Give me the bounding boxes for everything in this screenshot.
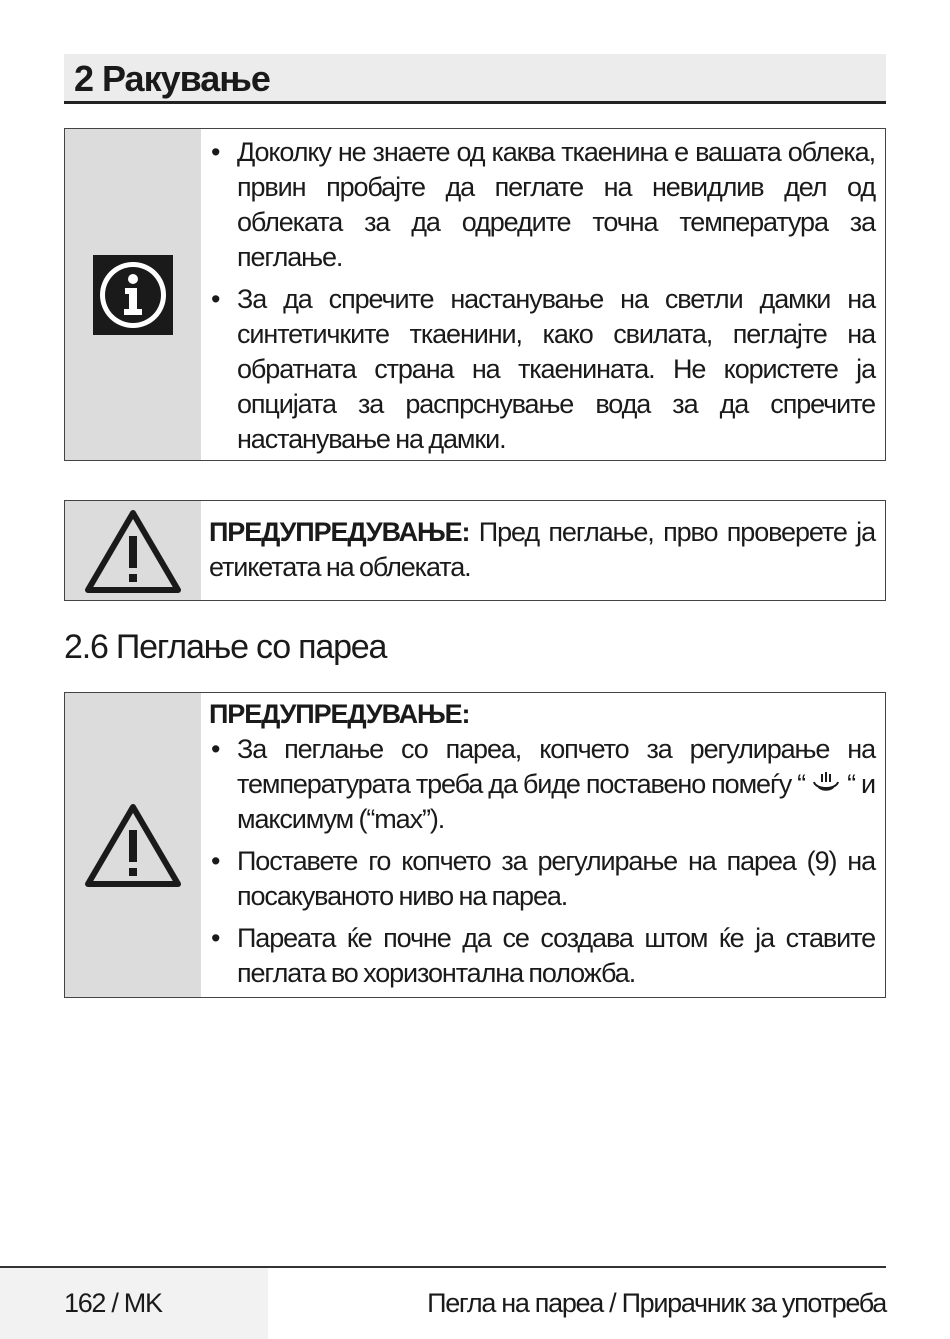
warning-icon bbox=[83, 802, 183, 888]
page-number: 162 / MK bbox=[64, 1288, 162, 1318]
list-item: • Поставете го копчето за регулирање на пареа (9) на посакуваното ниво на пареа. bbox=[209, 844, 875, 914]
list-item: • Доколку не знаете од каква ткаенина е вашата облека, првин пробајте да пеглате на невидлив дел од облеката за да одредите точна температура за пеглање. bbox=[209, 135, 875, 275]
warning-icon bbox=[83, 508, 183, 594]
section-title: 2.6 Пеглање со пареа bbox=[64, 628, 387, 666]
warning-text: Пред пеглање, прво проверете ја етикетата на облеката. bbox=[209, 517, 875, 582]
steam-icon bbox=[811, 772, 841, 796]
info-icon bbox=[93, 255, 173, 335]
warning-box bbox=[64, 692, 886, 998]
info-box bbox=[64, 128, 886, 461]
list-item: • За да спречите настанување на светли дамки на синтетичките ткаенини, како свилата, пеглајте на обратната страна на ткаенината. Не користете ја опцијата за распрснување вода за да спречите настанување на дамки. bbox=[209, 282, 875, 457]
list-item: • Пареата ќе почне да се создава штом ќе ја ставите пеглата во хоризонтална положба. bbox=[209, 921, 875, 991]
list-item: • За пеглање со пареа, копчето за регулирање на температурата треба да биде поставено помеѓу “ “ и максимум (“max”). bbox=[209, 732, 875, 837]
warning-label: ПРЕДУПРЕДУВАЊЕ: bbox=[209, 699, 470, 729]
warning-box bbox=[64, 500, 886, 601]
chapter-header bbox=[64, 54, 886, 104]
warning-label: ПРЕДУПРЕДУВАЊЕ: bbox=[209, 517, 470, 547]
chapter-title: 2 Ракување bbox=[74, 58, 270, 99]
footer-title: Пегла на пареа / Прирачник за употреба bbox=[427, 1288, 886, 1318]
